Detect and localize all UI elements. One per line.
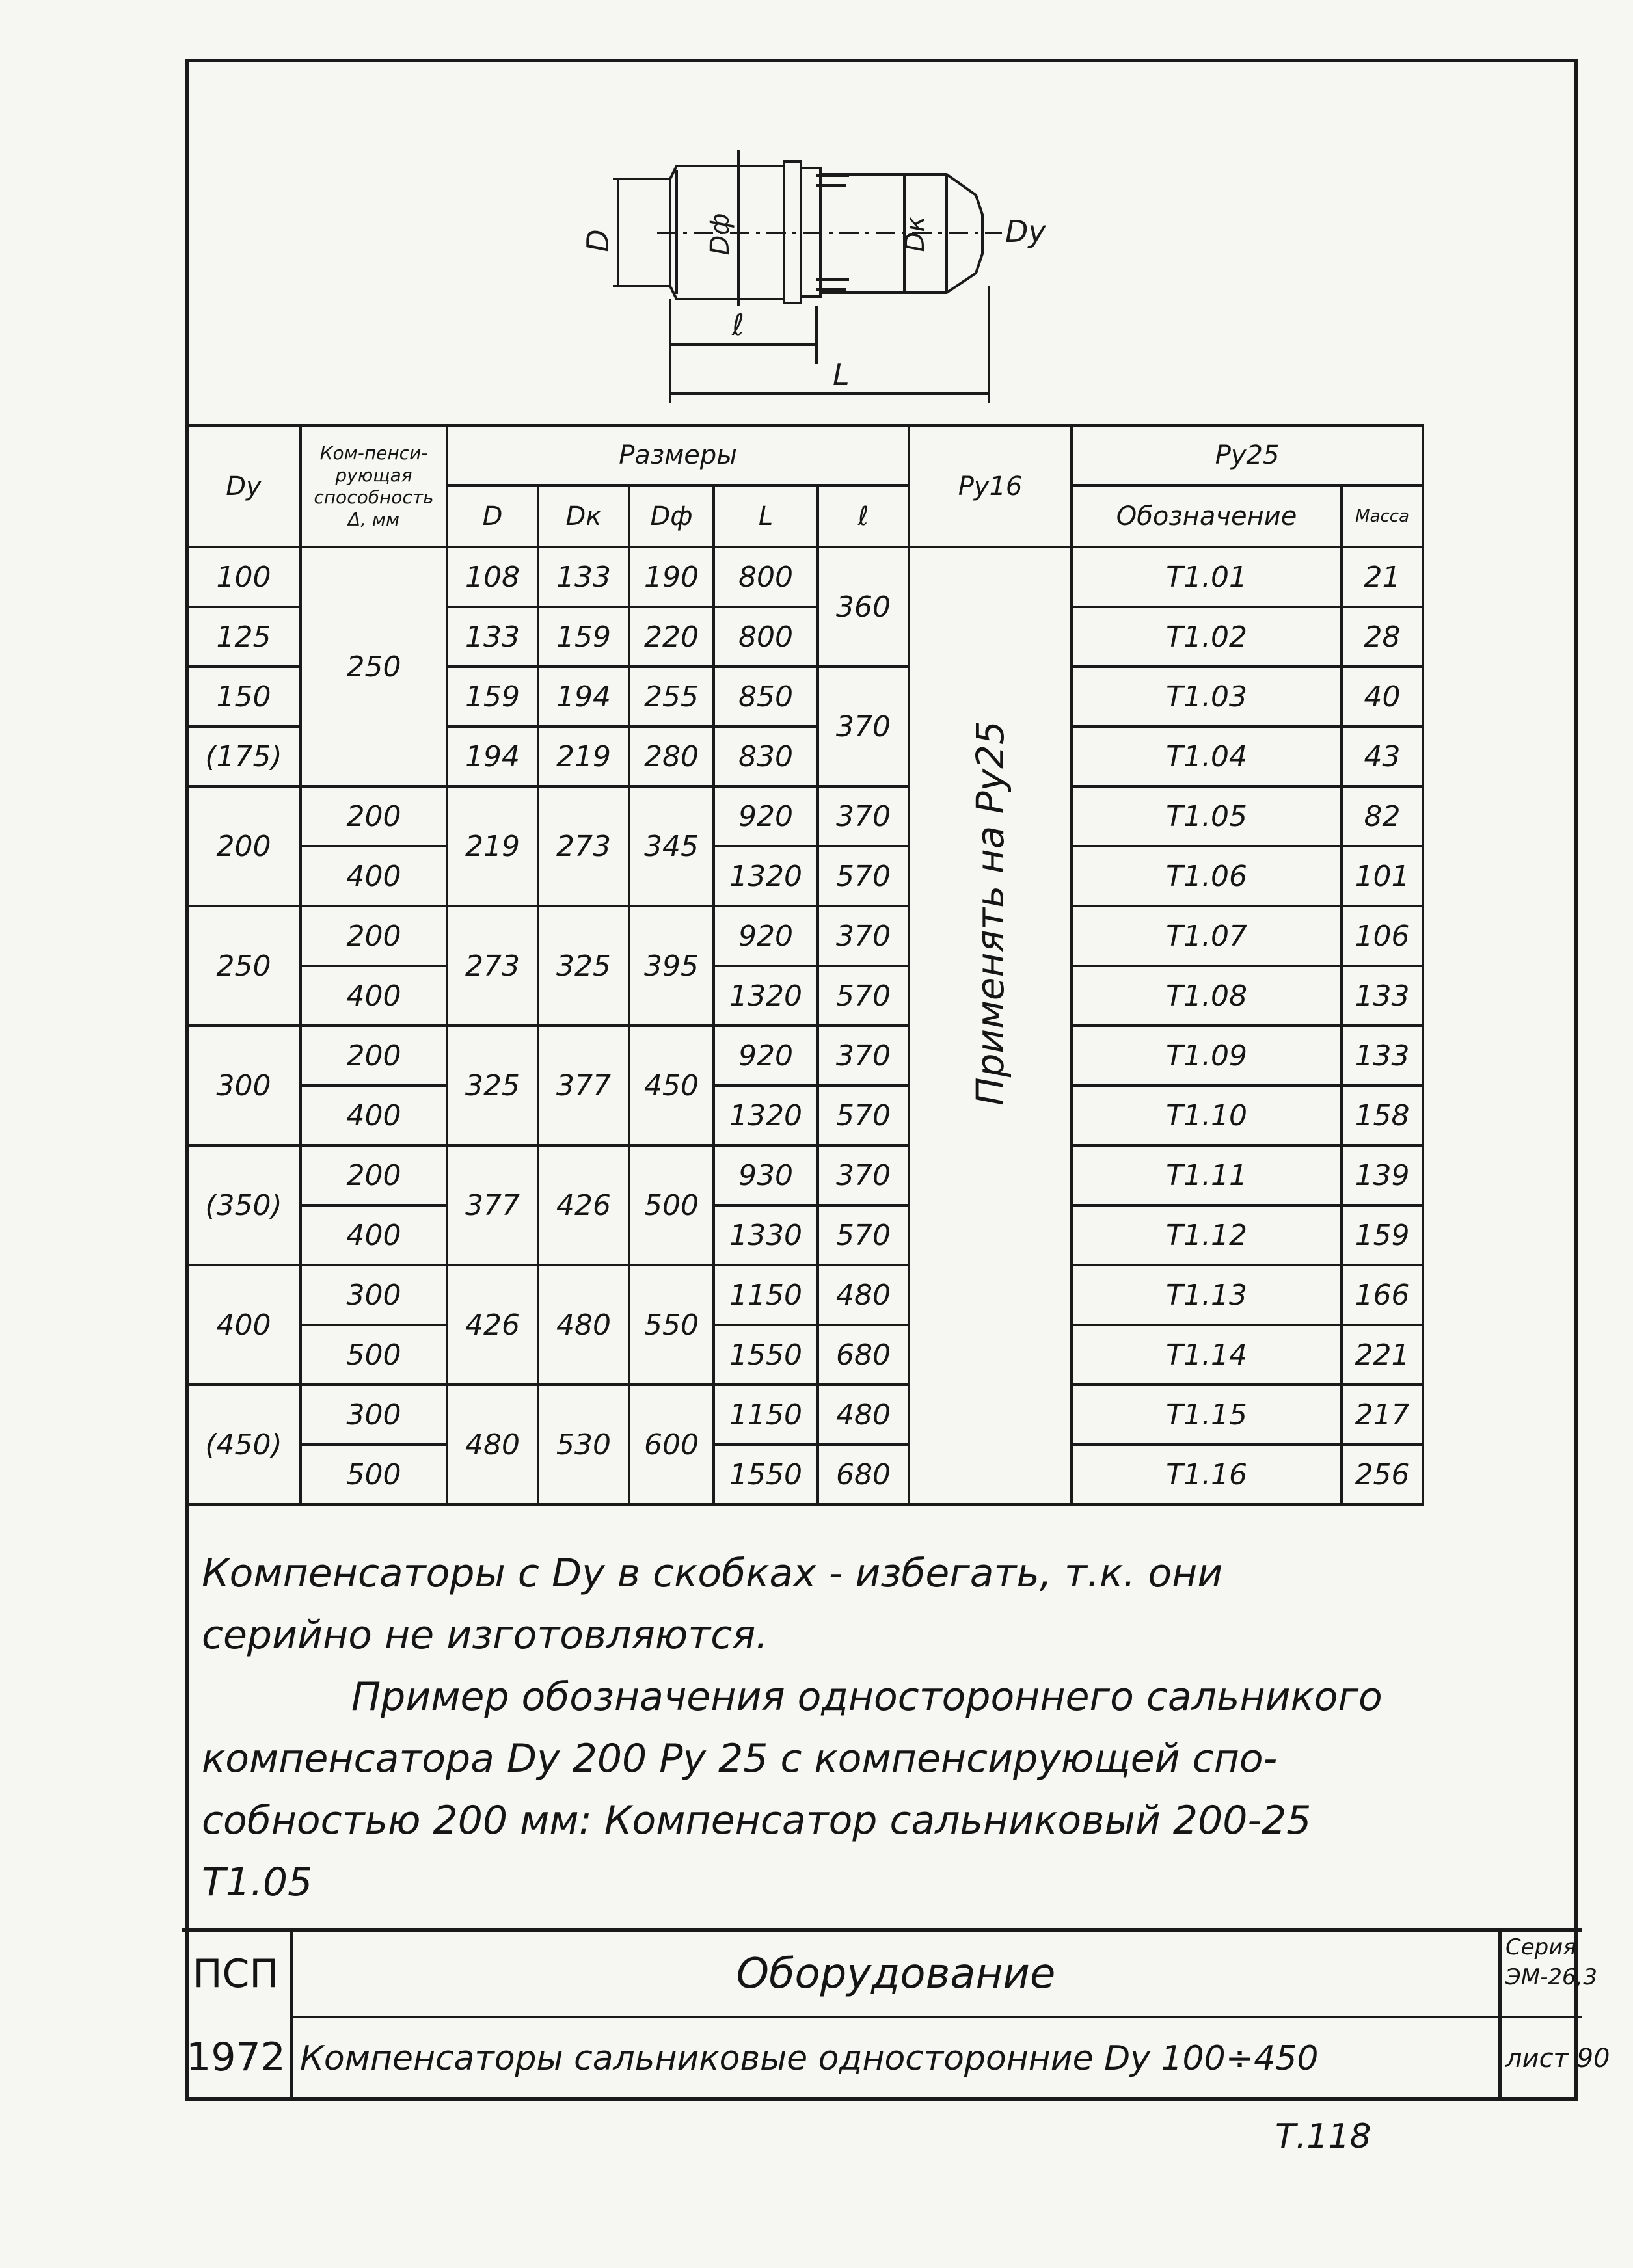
cell-designation: Т1.06 <box>1072 846 1342 906</box>
cell-mass: 139 <box>1342 1145 1423 1205</box>
cell-d: 194 <box>447 727 538 786</box>
cell-df: 450 <box>629 1026 714 1145</box>
cell-designation: Т1.09 <box>1072 1026 1342 1086</box>
cell-mass: 256 <box>1342 1445 1423 1504</box>
org-name: ПСП <box>193 1951 279 1997</box>
table-row <box>187 786 1423 846</box>
cell-L: 1330 <box>714 1205 818 1265</box>
table-row <box>187 846 1423 906</box>
title-block <box>182 1928 1610 2103</box>
cell-df: 395 <box>629 906 714 1026</box>
cell-L: 1320 <box>714 1086 818 1145</box>
cell-l: 680 <box>818 1445 909 1504</box>
cell-dk: 194 <box>538 667 629 727</box>
cell-dy: 100 <box>187 547 301 607</box>
table-row <box>187 1026 1423 1086</box>
cell-comp: 400 <box>301 846 447 906</box>
cell-df: 600 <box>629 1385 714 1504</box>
cell-l: 680 <box>818 1325 909 1385</box>
cell-comp: 500 <box>301 1445 447 1504</box>
cell-dy: 250 <box>187 906 301 1026</box>
cell-L: 1550 <box>714 1325 818 1385</box>
note-line: Компенсаторы с Dу в скобках - избегать, т.к. они <box>202 1551 1223 1596</box>
cell-comp: 400 <box>301 1086 447 1145</box>
cell-df: 280 <box>629 727 714 786</box>
cell-dy: (175) <box>187 727 301 786</box>
header-dy: Dу <box>187 425 301 547</box>
label-l: ℓ <box>732 307 745 342</box>
cell-designation: Т1.14 <box>1072 1325 1342 1385</box>
cell-comp: 200 <box>301 786 447 846</box>
cell-d: 133 <box>447 607 538 667</box>
cell-d: 108 <box>447 547 538 607</box>
cell-df: 500 <box>629 1145 714 1265</box>
table-row <box>187 547 1423 607</box>
org-year: 1972 <box>186 2035 286 2080</box>
cell-L: 830 <box>714 727 818 786</box>
cell-comp: 200 <box>301 1145 447 1205</box>
cell-designation: Т1.02 <box>1072 607 1342 667</box>
cell-mass: 28 <box>1342 607 1423 667</box>
cell-d: 377 <box>447 1145 538 1265</box>
cell-comp: 300 <box>301 1385 447 1445</box>
cell-d: 219 <box>447 786 538 906</box>
cell-L: 850 <box>714 667 818 727</box>
cell-dk: 480 <box>538 1265 629 1385</box>
title-block-main <box>293 1932 1502 2099</box>
cell-L: 920 <box>714 1026 818 1086</box>
cell-designation: Т1.13 <box>1072 1265 1342 1325</box>
series-cell <box>1502 1932 1598 2018</box>
cell-designation: Т1.01 <box>1072 547 1342 607</box>
cell-designation: Т1.05 <box>1072 786 1342 846</box>
cell-L: 1150 <box>714 1265 818 1325</box>
section-title: Оборудование <box>293 1932 1498 2018</box>
cell-comp: 400 <box>301 966 447 1026</box>
cell-L: 1150 <box>714 1385 818 1445</box>
cell-designation: Т1.10 <box>1072 1086 1342 1145</box>
cell-mass: 40 <box>1342 667 1423 727</box>
cell-L: 800 <box>714 607 818 667</box>
cell-mass: 106 <box>1342 906 1423 966</box>
cell-dy: 200 <box>187 786 301 906</box>
cell-comp: 250 <box>301 547 447 786</box>
cell-l: 480 <box>818 1385 909 1445</box>
cell-dk: 219 <box>538 727 629 786</box>
cell-comp: 200 <box>301 1026 447 1086</box>
cell-comp: 300 <box>301 1265 447 1325</box>
page-number: Т.118 <box>1275 2117 1371 2156</box>
cell-d: 325 <box>447 1026 538 1145</box>
header-l: ℓ <box>818 485 909 547</box>
cell-dy: (450) <box>187 1385 301 1504</box>
cell-d: 159 <box>447 667 538 727</box>
cell-mass: 217 <box>1342 1385 1423 1445</box>
cell-dy: 400 <box>187 1265 301 1385</box>
cell-l: 570 <box>818 966 909 1026</box>
cell-py16-note <box>909 547 1072 1504</box>
cell-l: 570 <box>818 1086 909 1145</box>
cell-l: 370 <box>818 1026 909 1086</box>
sheet-number: лист 90 <box>1505 2044 1610 2074</box>
cell-dk: 377 <box>538 1026 629 1145</box>
note-line: Т1.05 <box>202 1860 313 1905</box>
drawing-title: Компенсаторы сальниковые односторонние Dу 100÷450 <box>300 2039 1319 2078</box>
cell-L: 920 <box>714 786 818 846</box>
header-sizes: Размеры <box>447 425 909 485</box>
header-L: L <box>714 485 818 547</box>
cell-designation: Т1.03 <box>1072 667 1342 727</box>
label-Dk: Dк <box>900 216 930 252</box>
note-line: компенсатора Dу 200 Pу 25 с компенсирующей спо- <box>202 1736 1278 1781</box>
cell-df: 220 <box>629 607 714 667</box>
header-mass: Масса <box>1342 485 1423 547</box>
cell-mass: 221 <box>1342 1325 1423 1385</box>
compensator-drawing <box>0 0 1633 455</box>
header-designation: Обозначение <box>1072 485 1342 547</box>
cell-l: 360 <box>818 547 909 667</box>
cell-comp: 500 <box>301 1325 447 1385</box>
cell-mass: 158 <box>1342 1086 1423 1145</box>
series-value: ЭМ-26,3 <box>1505 1964 1598 1990</box>
cell-df: 345 <box>629 786 714 906</box>
cell-l: 370 <box>818 786 909 846</box>
cell-mass: 43 <box>1342 727 1423 786</box>
cell-dk: 159 <box>538 607 629 667</box>
label-Dy: Dy <box>1005 214 1046 249</box>
table-row <box>187 1086 1423 1145</box>
cell-L: 800 <box>714 547 818 607</box>
py16-note: Применять на Pу25 <box>968 721 1013 1106</box>
header-compensation: Ком-пенси-рующая способность Δ, мм <box>301 425 447 547</box>
table-row <box>187 1445 1423 1504</box>
cell-designation: Т1.12 <box>1072 1205 1342 1265</box>
cell-d: 480 <box>447 1385 538 1504</box>
cell-designation: Т1.16 <box>1072 1445 1342 1504</box>
label-Df: Dф <box>705 213 735 256</box>
label-D: D <box>580 229 615 252</box>
cell-df: 190 <box>629 547 714 607</box>
cell-mass: 159 <box>1342 1205 1423 1265</box>
table-row <box>187 966 1423 1026</box>
table-row <box>187 1325 1423 1385</box>
cell-L: 920 <box>714 906 818 966</box>
cell-df: 550 <box>629 1265 714 1385</box>
cell-d: 273 <box>447 906 538 1026</box>
table-row <box>187 1265 1423 1325</box>
cell-l: 480 <box>818 1265 909 1325</box>
note-line: Пример обозначения одностороннего сальникого <box>351 1674 1383 1720</box>
cell-mass: 166 <box>1342 1265 1423 1325</box>
cell-dk: 530 <box>538 1385 629 1504</box>
cell-L: 930 <box>714 1145 818 1205</box>
cell-d: 426 <box>447 1265 538 1385</box>
cell-dk: 426 <box>538 1145 629 1265</box>
table-row <box>187 906 1423 966</box>
cell-l: 570 <box>818 1205 909 1265</box>
cell-l: 570 <box>818 846 909 906</box>
label-L: L <box>833 357 850 392</box>
cell-L: 1320 <box>714 846 818 906</box>
cell-mass: 101 <box>1342 846 1423 906</box>
cell-dy: 150 <box>187 667 301 727</box>
table-row <box>187 1385 1423 1445</box>
cell-dy: 300 <box>187 1026 301 1145</box>
cell-l: 370 <box>818 906 909 966</box>
cell-mass: 133 <box>1342 966 1423 1026</box>
table-row <box>187 1145 1423 1205</box>
cell-df: 255 <box>629 667 714 727</box>
cell-mass: 82 <box>1342 786 1423 846</box>
note-line: собностью 200 мм: Компенсатор сальниковый 200-25 <box>202 1798 1312 1843</box>
cell-comp: 400 <box>301 1205 447 1265</box>
cell-designation: Т1.07 <box>1072 906 1342 966</box>
cell-dk: 273 <box>538 786 629 906</box>
series-label: Серия <box>1505 1934 1576 1960</box>
header-py16: Pу16 <box>909 425 1072 547</box>
header-df: Dф <box>629 485 714 547</box>
cell-L: 1320 <box>714 966 818 1026</box>
note-line: серийно не изготовляются. <box>202 1612 768 1658</box>
compensator-spec-table <box>185 424 1424 1506</box>
table-row <box>187 1205 1423 1265</box>
cell-designation: Т1.04 <box>1072 727 1342 786</box>
cell-l: 370 <box>818 1145 909 1205</box>
title-block-series <box>1502 1932 1610 2099</box>
cell-designation: Т1.11 <box>1072 1145 1342 1205</box>
header-py25: Pу25 <box>1072 425 1423 485</box>
cell-dk: 133 <box>538 547 629 607</box>
cell-dk: 325 <box>538 906 629 1026</box>
cell-mass: 133 <box>1342 1026 1423 1086</box>
title-block-org <box>182 1932 293 2099</box>
cell-designation: Т1.08 <box>1072 966 1342 1026</box>
cell-comp: 200 <box>301 906 447 966</box>
cell-dy: 125 <box>187 607 301 667</box>
cell-dy: (350) <box>187 1145 301 1265</box>
notes-block <box>202 1543 1470 1914</box>
cell-L: 1550 <box>714 1445 818 1504</box>
header-d: D <box>447 485 538 547</box>
cell-designation: Т1.15 <box>1072 1385 1342 1445</box>
header-dk: Dк <box>538 485 629 547</box>
cell-l: 370 <box>818 667 909 786</box>
cell-mass: 21 <box>1342 547 1423 607</box>
